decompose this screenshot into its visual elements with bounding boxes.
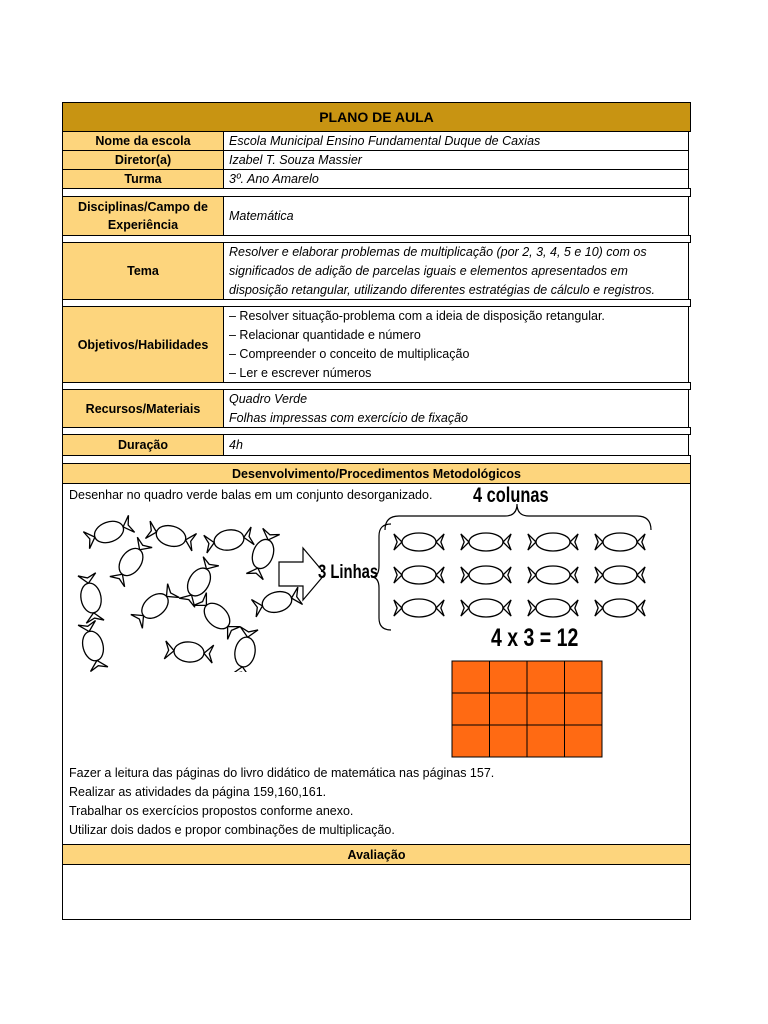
candy-icon bbox=[528, 566, 578, 584]
discipline-row bbox=[62, 196, 689, 236]
candy-icon bbox=[245, 528, 280, 580]
theme-line: significados de adição de parcelas iguais e elementos apresentados em bbox=[229, 263, 628, 278]
school-row bbox=[62, 131, 689, 151]
organized-candies-drawing bbox=[389, 526, 659, 626]
candy-icon bbox=[528, 599, 578, 617]
discipline-value: Matemática bbox=[229, 208, 294, 223]
grid-cell bbox=[490, 725, 528, 757]
development-line: Realizar as atividades da página 159,160,161. bbox=[69, 785, 327, 799]
class-row bbox=[62, 169, 689, 189]
candy-icon bbox=[130, 583, 180, 629]
school-label: Nome da escola bbox=[63, 132, 224, 150]
candy-icon bbox=[595, 533, 645, 551]
equation: 4 x 3 = 12 bbox=[491, 624, 579, 652]
duration-value: 4h bbox=[229, 437, 243, 452]
candy-icon bbox=[77, 573, 105, 624]
grid-cell bbox=[490, 693, 528, 725]
objective-item: – Ler e escrever números bbox=[229, 365, 372, 380]
development-text bbox=[69, 764, 494, 840]
school-value: Escola Municipal Ensino Fundamental Duque de Caxias bbox=[229, 133, 541, 148]
development-intro: Desenhar no quadro verde balas em um conjunto desorganizado. bbox=[69, 488, 433, 502]
duration-row bbox=[62, 434, 689, 456]
rows-label: 3 Linhas bbox=[318, 562, 379, 583]
candy-icon bbox=[595, 566, 645, 584]
evaluation-body bbox=[62, 864, 691, 920]
grid-cell bbox=[565, 693, 603, 725]
development-body bbox=[62, 483, 691, 845]
candy-icon bbox=[461, 566, 511, 584]
grid-cell bbox=[452, 725, 490, 757]
theme-line: disposição retangular, utilizando diferentes estratégias de cálculo e registros. bbox=[229, 282, 655, 297]
candy-icon bbox=[231, 627, 259, 672]
theme-row bbox=[62, 242, 689, 300]
candy-icon bbox=[595, 599, 645, 617]
objectives-value bbox=[224, 307, 688, 382]
discipline-label: Disciplinas/Campo de Experiência bbox=[63, 197, 224, 235]
grid-cell bbox=[452, 693, 490, 725]
class-value: 3º. Ano Amarelo bbox=[229, 171, 319, 186]
objective-item: – Resolver situação-problema com a ideia de disposição retangular. bbox=[229, 308, 605, 323]
resource-item: Quadro Verde bbox=[229, 391, 308, 406]
director-value: Izabel T. Souza Massier bbox=[229, 152, 362, 167]
theme-label: Tema bbox=[63, 243, 224, 299]
candy-icon bbox=[109, 537, 153, 588]
candy-icon bbox=[461, 599, 511, 617]
objectives-row bbox=[62, 306, 689, 383]
page-title: PLANO DE AULA bbox=[62, 102, 691, 132]
objective-item: – Relacionar quantidade e número bbox=[229, 327, 421, 342]
objectives-label: Objetivos/Habilidades bbox=[63, 307, 224, 382]
candy-icon bbox=[204, 526, 255, 554]
grid-cell bbox=[452, 661, 490, 693]
candy-icon bbox=[145, 520, 197, 552]
candy-icon bbox=[164, 640, 214, 664]
candy-icon bbox=[394, 533, 444, 551]
development-line: Fazer a leitura das páginas do livro didático de matemática nas páginas 157. bbox=[69, 766, 495, 780]
director-label: Diretor(a) bbox=[63, 151, 224, 169]
grid-cell bbox=[565, 661, 603, 693]
class-label: Turma bbox=[63, 170, 224, 188]
objective-item: – Compreender o conceito de multiplicação bbox=[229, 346, 470, 361]
candy-icon bbox=[528, 533, 578, 551]
grid-cell bbox=[527, 725, 565, 757]
candy-icon bbox=[83, 514, 135, 549]
resources-label: Recursos/Materiais bbox=[63, 390, 224, 427]
theme-line: Resolver e elaborar problemas de multiplicação (por 2, 3, 4, 5 e 10) com os bbox=[229, 244, 647, 259]
duration-label: Duração bbox=[63, 435, 224, 455]
development-line: Trabalhar os exercícios propostos conforme anexo. bbox=[69, 804, 354, 818]
resources-value bbox=[224, 390, 688, 427]
resource-item: Folhas impressas com exercício de fixação bbox=[229, 410, 468, 425]
candy-icon bbox=[461, 533, 511, 551]
grid-cell bbox=[565, 725, 603, 757]
candy-icon bbox=[394, 566, 444, 584]
development-line: Utilizar dois dados e propor combinações de multiplicação. bbox=[69, 823, 395, 837]
scattered-candies-drawing bbox=[69, 512, 309, 672]
candy-icon bbox=[178, 556, 219, 608]
candy-icon bbox=[77, 620, 109, 672]
candy-icon bbox=[394, 599, 444, 617]
director-row bbox=[62, 150, 689, 170]
grid-cell bbox=[527, 693, 565, 725]
evaluation-header: Avaliação bbox=[62, 844, 691, 865]
grid-cell bbox=[527, 661, 565, 693]
grid-cell bbox=[490, 661, 528, 693]
development-header: Desenvolvimento/Procedimentos Metodológicos bbox=[62, 463, 691, 484]
candy-icon bbox=[193, 592, 241, 640]
columns-label: 4 colunas bbox=[473, 484, 549, 507]
resources-row bbox=[62, 389, 689, 428]
multiplication-grid bbox=[451, 660, 603, 758]
theme-value bbox=[224, 243, 688, 299]
